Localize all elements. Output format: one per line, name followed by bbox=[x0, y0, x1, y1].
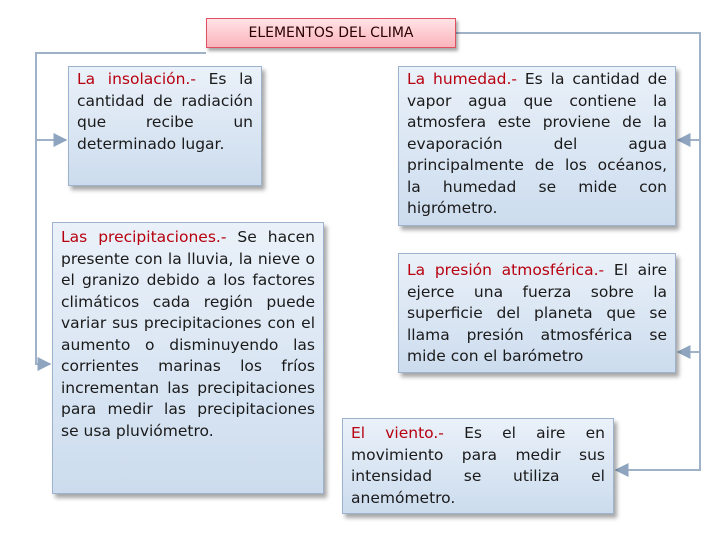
presion-text: El aire ejerce una fuerza sobre la superficie del planeta que se llama presión atmosférica se mide con el barómetro bbox=[407, 261, 667, 365]
connector-to-presion bbox=[678, 140, 700, 352]
precipitaciones-text: Se hacen presente con la lluvia, la nieve o el granizo debido a los factores climáticos cada región puede variar sus precipitaciones con el aumento o disminuyendo las corrientes marinas los fríos incrementan las precipitaciones para medir las precipitaciones se usa pluviómetro. bbox=[61, 228, 315, 440]
insolacion-box bbox=[68, 66, 262, 186]
insolacion-text: Es la cantidad de radiación que recibe un determinado lugar. bbox=[77, 70, 253, 153]
insolacion-term: La insolación.- bbox=[77, 70, 196, 88]
humedad-box bbox=[398, 66, 676, 226]
viento-text: Es el aire en movimiento para medir sus intensidad se utiliza el anemómetro. bbox=[351, 424, 605, 507]
humedad-text: Es la cantidad de vapor agua que contiene la atmosfera este proviene de la evaporación del agua principalmente de los océanos, la humedad se mide con higrómetro. bbox=[407, 70, 667, 217]
viento-box bbox=[342, 418, 614, 514]
viento-term: El viento.- bbox=[351, 424, 444, 442]
diagram-title bbox=[206, 18, 456, 48]
precipitaciones-term: Las precipitaciones.- bbox=[61, 228, 227, 246]
title-text: ELEMENTOS DEL CLIMA bbox=[248, 25, 414, 41]
connector-to-precipitaciones bbox=[36, 140, 50, 364]
humedad-term: La humedad.- bbox=[407, 70, 517, 88]
presion-box bbox=[398, 253, 676, 373]
presion-term: La presión atmosférica.- bbox=[407, 261, 605, 279]
precipitaciones-box bbox=[52, 222, 324, 494]
